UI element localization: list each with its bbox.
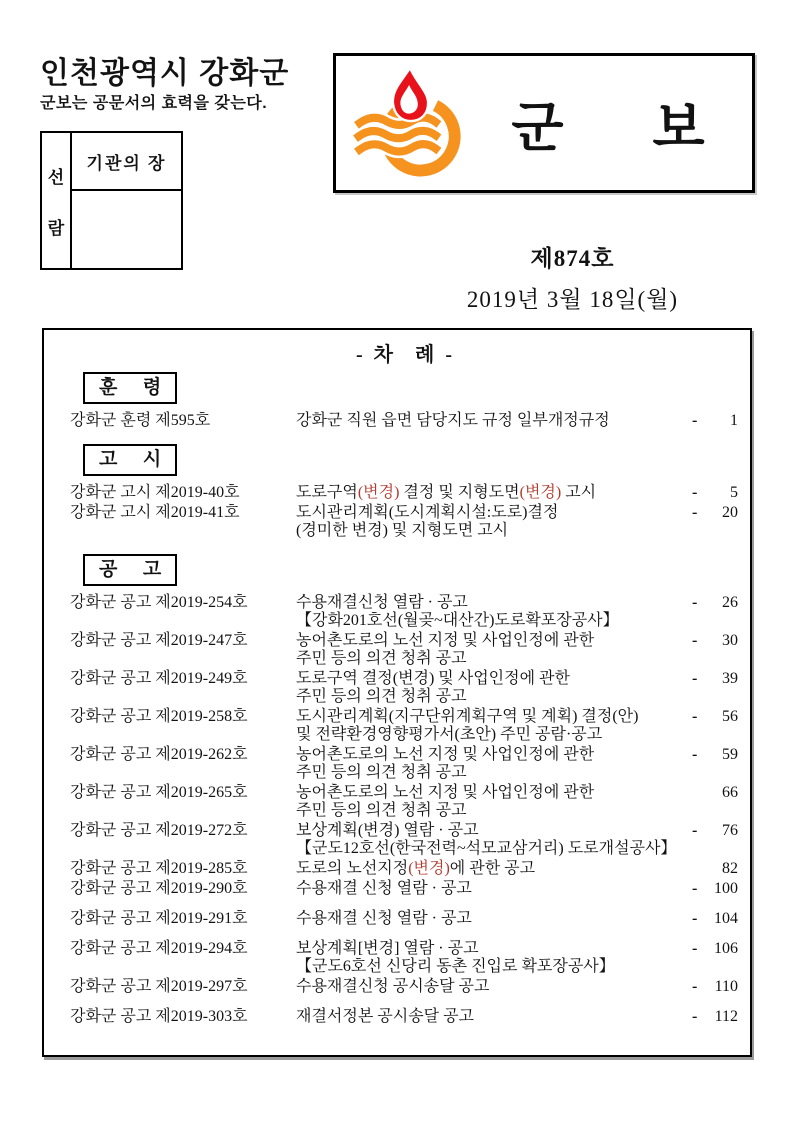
page-ref xyxy=(692,708,738,726)
title-text: 에 관한 공고 xyxy=(449,860,536,877)
toc-section-1 xyxy=(70,364,738,430)
title-text: 【군도12호선(한국전력~석모교삼거리) 도로개설공사】 xyxy=(296,840,677,857)
page-ref xyxy=(692,978,738,996)
page-ref xyxy=(692,880,738,898)
item-title xyxy=(296,860,692,878)
toc-item xyxy=(70,860,738,878)
changed-flag-text: (변경) xyxy=(357,484,400,501)
page-number: 104 xyxy=(714,910,738,927)
item-title xyxy=(296,594,692,630)
doc-number: 강화군 공고 제2019-265호 xyxy=(70,784,248,801)
title-text: 재결서정본 공시송달 공고 xyxy=(296,1008,475,1025)
issue-number: 제874호 xyxy=(530,246,615,271)
page-ref xyxy=(692,670,738,688)
doc-number: 강화군 공고 제2019-254호 xyxy=(70,594,248,611)
title-text: 고시 xyxy=(561,484,597,501)
page-dash: - xyxy=(692,632,698,649)
title-text: 주민 등의 의견 청취 공고 xyxy=(296,802,467,819)
title-text: 주민 등의 의견 청취 공고 xyxy=(296,650,467,667)
doc-number: 강화군 공고 제2019-297호 xyxy=(70,978,248,995)
section-label: 훈 령 xyxy=(83,372,177,404)
title-text: 주민 등의 의견 청취 공고 xyxy=(296,764,467,781)
page-ref xyxy=(692,412,738,430)
title-text: 주민 등의 의견 청취 공고 xyxy=(296,688,467,705)
approval-signature-cell xyxy=(72,191,181,268)
item-title xyxy=(296,412,692,430)
title-text: 농어촌도로의 노선 지정 및 사업인정에 관한 xyxy=(296,784,595,801)
item-title xyxy=(296,484,692,502)
page-ref xyxy=(692,484,738,502)
title-line xyxy=(296,802,688,820)
approval-side-label-bottom: 람 xyxy=(47,218,65,238)
doc-number: 강화군 훈령 제595호 xyxy=(70,412,211,429)
page-number: 112 xyxy=(714,1008,738,1025)
page-dash: - xyxy=(692,504,698,521)
toc-item xyxy=(70,670,738,706)
title-line xyxy=(296,594,688,612)
title-text: 수용재결신청 열람 · 공고 xyxy=(296,594,468,611)
title-line xyxy=(296,910,688,928)
page-number: 59 xyxy=(722,746,738,763)
title-line xyxy=(296,670,688,688)
title-text: 도로구역 결정(변경) 및 사업인정에 관한 xyxy=(296,670,570,687)
page-number: 26 xyxy=(722,594,738,611)
title-text: 도로구역 xyxy=(296,484,358,501)
toc-item xyxy=(70,784,738,820)
page-ref xyxy=(692,910,738,928)
title-text: 도시관리계획(도시계획시설:도로)결정 xyxy=(296,504,559,521)
title-line xyxy=(296,484,688,502)
item-title xyxy=(296,822,692,858)
title-line xyxy=(296,822,688,840)
page-dash: - xyxy=(692,708,698,725)
title-text: 결정 및 지형도면 xyxy=(399,484,520,501)
toc-item xyxy=(70,412,738,430)
page-number: 39 xyxy=(722,670,738,687)
title-text: 및 전략환경영향평가서(초안) 주민 공람·공고 xyxy=(296,726,603,743)
toc-item xyxy=(70,708,738,744)
title-text: 【강화201호선(월곶~대산간)도로확포장공사】 xyxy=(296,612,619,629)
doc-number: 강화군 공고 제2019-291호 xyxy=(70,910,248,927)
item-title xyxy=(296,940,692,976)
approval-table xyxy=(40,131,183,270)
approval-side-label-top: 선 xyxy=(47,167,65,187)
page-ref xyxy=(692,940,738,958)
item-title xyxy=(296,504,692,540)
section-items xyxy=(70,412,738,430)
page-dash: - xyxy=(692,822,698,839)
page-ref xyxy=(692,504,738,522)
doc-number: 강화군 공고 제2019-249호 xyxy=(70,670,248,687)
title-line xyxy=(296,880,688,898)
toc-title: - 차 례 - xyxy=(356,344,452,366)
approval-main-column xyxy=(72,133,181,268)
toc-item xyxy=(70,822,738,858)
page-dash: - xyxy=(692,484,698,501)
title-text: 도로의 노선지정 xyxy=(296,860,409,877)
title-line xyxy=(296,632,688,650)
title-line xyxy=(296,1008,688,1026)
toc-item xyxy=(70,880,738,898)
title-text: 수용재결신청 공시송달 공고 xyxy=(296,978,490,995)
item-title xyxy=(296,978,692,996)
toc-item xyxy=(70,910,738,928)
title-line xyxy=(296,522,688,540)
page-ref xyxy=(692,746,738,764)
page-number: 30 xyxy=(722,632,738,649)
toc-item xyxy=(70,632,738,668)
section-items xyxy=(70,484,738,540)
title-line xyxy=(296,708,688,726)
page-dash: - xyxy=(692,978,698,995)
title-line xyxy=(296,764,688,782)
doc-number: 강화군 공고 제2019-294호 xyxy=(70,940,248,957)
title-text: 【군도6호선 신당리 동촌 진입로 확포장공사】 xyxy=(296,958,615,975)
page-number: 76 xyxy=(722,822,738,839)
doc-number: 강화군 공고 제2019-262호 xyxy=(70,746,248,763)
page-number: 1 xyxy=(730,412,738,429)
toc-item xyxy=(70,594,738,630)
org-title: 인천광역시 강화군 xyxy=(40,57,290,90)
section-label: 고 시 xyxy=(83,444,177,476)
doc-number: 강화군 공고 제2019-258호 xyxy=(70,708,248,725)
page-number: 5 xyxy=(730,484,738,501)
toc-box xyxy=(42,328,752,1057)
page-number: 106 xyxy=(714,940,738,957)
title-line xyxy=(296,688,688,706)
doc-number: 강화군 공고 제2019-303호 xyxy=(70,1008,248,1025)
page-number: 66 xyxy=(722,784,738,801)
title-line xyxy=(296,650,688,668)
item-title xyxy=(296,708,692,744)
title-line xyxy=(296,784,688,802)
title-text: (경미한 변경) 및 지형도면 고시 xyxy=(296,522,509,539)
title-text: 보상계획(변경) 열람 · 공고 xyxy=(296,822,479,839)
title-line xyxy=(296,978,688,996)
toc-item xyxy=(70,484,738,502)
title-line xyxy=(296,726,688,744)
doc-number: 강화군 공고 제2019-285호 xyxy=(70,860,248,877)
page-dash: - xyxy=(692,1008,698,1025)
title-text: 수용재결 신청 열람 · 공고 xyxy=(296,880,472,897)
item-title xyxy=(296,746,692,782)
title-text: 보상계획[변경] 열람 · 공고 xyxy=(296,940,479,957)
approval-side-column xyxy=(42,133,72,268)
title-line xyxy=(296,412,688,430)
page-dash: - xyxy=(692,670,698,687)
item-title xyxy=(296,1008,692,1026)
doc-number: 강화군 공고 제2019-290호 xyxy=(70,880,248,897)
page-ref xyxy=(692,860,738,878)
title-text: 농어촌도로의 노선 지정 및 사업인정에 관한 xyxy=(296,632,595,649)
item-title xyxy=(296,910,692,928)
title-line xyxy=(296,958,688,976)
gazette-title: 군 보 xyxy=(511,97,705,158)
page-dash: - xyxy=(692,412,698,429)
title-text: 강화군 직원 읍면 담당지도 규정 일부개정규정 xyxy=(296,412,610,429)
toc-sections xyxy=(70,364,738,1026)
toc-item xyxy=(70,746,738,782)
toc-item xyxy=(70,1008,738,1026)
title-line xyxy=(296,940,688,958)
page-ref xyxy=(692,822,738,840)
toc-section-2 xyxy=(70,430,738,540)
doc-number: 강화군 고시 제2019-41호 xyxy=(70,504,240,521)
page-dash: - xyxy=(692,940,698,957)
doc-number: 강화군 고시 제2019-40호 xyxy=(70,484,240,501)
page-number: 56 xyxy=(722,708,738,725)
item-title xyxy=(296,880,692,898)
title-text: 농어촌도로의 노선 지정 및 사업인정에 관한 xyxy=(296,746,595,763)
changed-flag-text: (변경) xyxy=(408,860,450,877)
item-title xyxy=(296,632,692,668)
page-number: 110 xyxy=(714,978,738,995)
toc-item xyxy=(70,978,738,996)
title-text: 수용재결 신청 열람 · 공고 xyxy=(296,910,472,927)
item-title xyxy=(296,670,692,706)
page-number: 100 xyxy=(714,880,738,897)
toc-section-3 xyxy=(70,540,738,1026)
approval-head-cell: 기관의 장 xyxy=(72,133,181,191)
title-line xyxy=(296,840,688,858)
changed-flag-text: (변경) xyxy=(519,484,562,501)
page-dash: - xyxy=(692,880,698,897)
page-ref xyxy=(692,632,738,650)
title-line xyxy=(296,860,688,878)
section-label: 공 고 xyxy=(83,554,177,586)
page-dash: - xyxy=(692,746,698,763)
toc-item xyxy=(70,504,738,540)
page-number: 20 xyxy=(722,504,738,521)
doc-number: 강화군 공고 제2019-272호 xyxy=(70,822,248,839)
title-line xyxy=(296,612,688,630)
item-title xyxy=(296,784,692,820)
issue-block xyxy=(420,240,725,314)
section-items xyxy=(70,594,738,1026)
page-ref xyxy=(692,784,738,802)
title-line xyxy=(296,746,688,764)
page-ref xyxy=(692,594,738,612)
motto-text: 군보는 공문서의 효력을 갖는다. xyxy=(40,95,268,112)
title-line xyxy=(296,504,688,522)
page-ref xyxy=(692,1008,738,1026)
issue-date: 2019년 3월 18일(월) xyxy=(466,287,679,312)
doc-number: 강화군 공고 제2019-247호 xyxy=(70,632,248,649)
title-text: 도시관리계획(지구단위계획구역 및 계획) 결정(안) xyxy=(296,708,639,725)
county-emblem-icon xyxy=(352,66,470,180)
page-dash: - xyxy=(692,910,698,927)
toc-item xyxy=(70,940,738,976)
masthead-box xyxy=(333,53,755,193)
page-number: 82 xyxy=(722,860,738,877)
page-dash: - xyxy=(692,594,698,611)
